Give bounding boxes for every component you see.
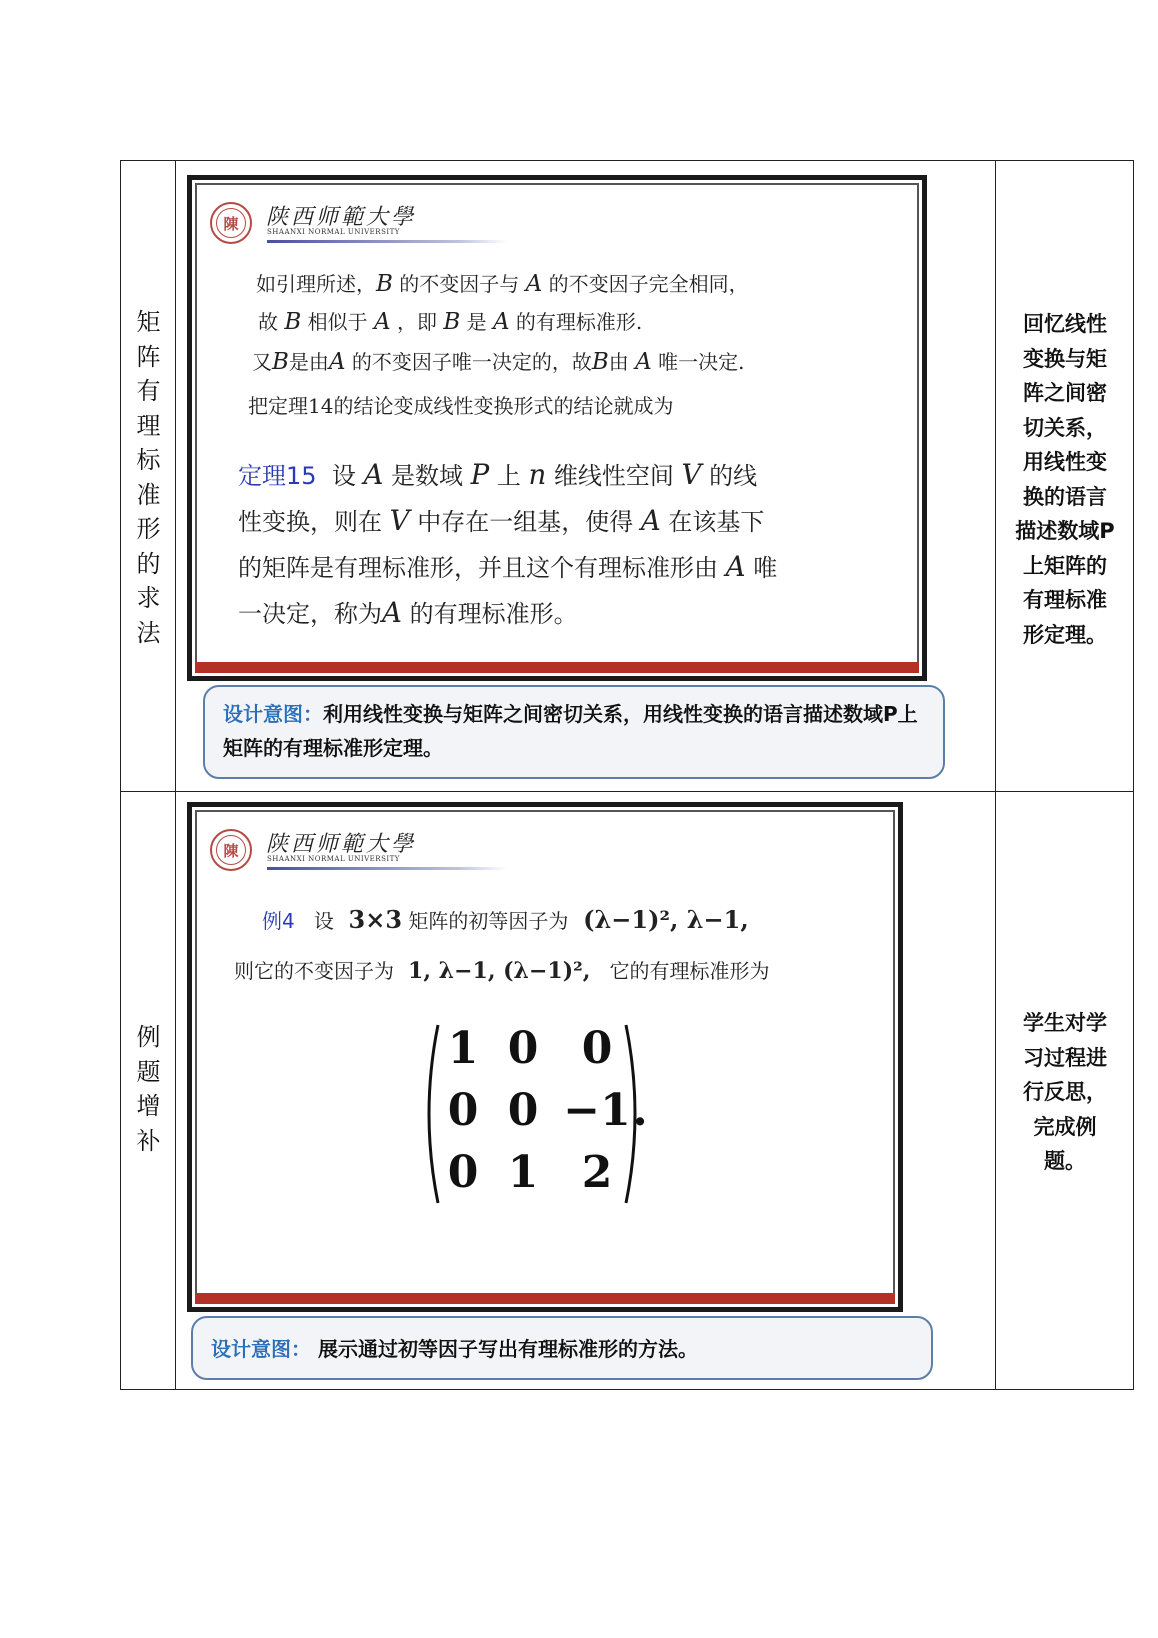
example-line-2: 则它的不变因子为 1, λ−1, (λ−1)², 它的有理标准形为 — [234, 958, 770, 984]
note-line: 切关系， — [1023, 415, 1107, 440]
topic-char: 求 — [136, 584, 161, 612]
design-intent-label: 设计意图： — [223, 702, 323, 726]
topic-cell — [121, 161, 176, 791]
topic-char: 标 — [136, 446, 161, 474]
logo-underline — [267, 240, 507, 243]
example-label: 例4 — [262, 909, 295, 933]
note-line: 有理标准 — [1023, 588, 1107, 612]
logo-chinese: 陕西师範大學 — [266, 205, 417, 230]
topic-char: 准 — [136, 480, 161, 509]
lesson-table — [120, 160, 1134, 1390]
design-intent-label: 设计意图： — [211, 1337, 311, 1361]
logo-english: SHAANXI NORMAL UNIVERSITY — [267, 228, 400, 236]
topic-char: 法 — [136, 618, 161, 647]
teaching-note — [1002, 307, 1128, 652]
slide-theorem-15 — [187, 175, 927, 681]
note-line: 回忆线性 — [1023, 312, 1107, 336]
theorem-line-4: 一决定，称为A 的有理标准形。 — [238, 596, 578, 629]
topic-char: 题 — [136, 1057, 161, 1086]
design-intent-text: 利用线性变换与矩阵之间密切关系，用线性变换的语言描述数域P上矩阵的有理标准形定理。 — [223, 702, 918, 760]
topic-char: 的 — [136, 549, 161, 578]
topic-char: 理 — [136, 411, 161, 440]
note-line: 题。 — [1044, 1149, 1086, 1173]
topic-cell — [121, 792, 176, 1389]
theorem-line-1: 定理15 设 A 是数域 P 上 n 维线性空间 V 的线 — [238, 458, 758, 491]
theorem-line-3: 的矩阵是有理标准形，并且这个有理标准形由 A 唯 — [238, 550, 778, 583]
theorem-label: 定理15 — [238, 462, 317, 490]
design-intent-box — [191, 1316, 933, 1380]
slide-line-3: 又B是由A 的不变因子唯一决定的，故B由 A 唯一决定. — [252, 349, 745, 375]
example-line-1: 例4 设 3×3 矩阵的初等因子为 (λ−1)², λ−1, — [262, 905, 749, 934]
design-intent-box — [203, 685, 945, 779]
table-row — [121, 161, 1133, 792]
slide-line-2: 故 B 相似于 A ，即 B 是 A 的有理标准形. — [258, 309, 643, 335]
note-line: 换的语言 — [1023, 484, 1107, 509]
logo-chinese: 陕西师範大學 — [266, 832, 417, 857]
matrix-entry: 0 — [447, 1085, 479, 1136]
matrix-entry: −1 — [563, 1085, 631, 1136]
theorem-line-2: 性变换，则在 V 中存在一组基，使得 A 在该基下 — [238, 504, 765, 537]
notes-cell — [995, 161, 1133, 791]
slide-line-1: 如引理所述，B 的不变因子与 A 的不变因子完全相同， — [256, 271, 749, 297]
slide-line-4: 把定理14的结论变成线性变换形式的结论就成为 — [248, 394, 674, 418]
notes-cell — [995, 792, 1133, 1389]
note-line: 学生对学 — [1023, 1011, 1107, 1035]
table-row — [121, 792, 1133, 1389]
note-line: 阵之间密 — [1023, 381, 1107, 405]
note-line: 行反思， — [1023, 1080, 1107, 1104]
seal-icon: 陳 — [210, 202, 252, 244]
matrix-entry: 0 — [507, 1023, 539, 1074]
matrix-period: . — [632, 1085, 648, 1136]
topic-char: 形 — [136, 515, 161, 543]
matrix-entry: 2 — [581, 1147, 613, 1198]
matrix-entry: 0 — [507, 1085, 539, 1136]
matrix-entry: 0 — [581, 1023, 613, 1074]
note-line: 形定理。 — [1023, 622, 1107, 647]
logo-english: SHAANXI NORMAL UNIVERSITY — [267, 855, 400, 863]
note-line: 习过程进 — [1023, 1045, 1107, 1070]
rational-canonical-matrix — [420, 1019, 660, 1209]
note-line: 上矩阵的 — [1023, 553, 1107, 578]
note-line: 完成例 — [1033, 1114, 1097, 1139]
note-line: 描述数域P — [1015, 519, 1115, 543]
topic-char: 矩 — [136, 308, 161, 336]
teaching-note — [1002, 1006, 1128, 1179]
matrix-entry: 0 — [447, 1147, 479, 1198]
topic-char: 例 — [136, 1023, 161, 1051]
topic-char: 阵 — [136, 342, 161, 371]
topic-label — [121, 1020, 176, 1158]
matrix-entry: 1 — [447, 1023, 479, 1074]
seal-icon: 陳 — [210, 829, 252, 871]
topic-char: 补 — [136, 1126, 161, 1155]
topic-char: 有 — [136, 377, 161, 405]
note-line: 用线性变 — [1023, 450, 1107, 474]
topic-char: 增 — [136, 1092, 161, 1120]
slide-footer-bar — [195, 662, 919, 673]
topic-label — [121, 305, 176, 650]
logo-underline — [267, 867, 507, 870]
note-line: 变换与矩 — [1023, 346, 1107, 371]
slide-example-4 — [187, 802, 903, 1312]
matrix-entry: 1 — [507, 1147, 539, 1198]
slide-footer-bar — [195, 1293, 895, 1304]
design-intent-text: 展示通过初等因子写出有理标准形的方法。 — [317, 1337, 698, 1361]
